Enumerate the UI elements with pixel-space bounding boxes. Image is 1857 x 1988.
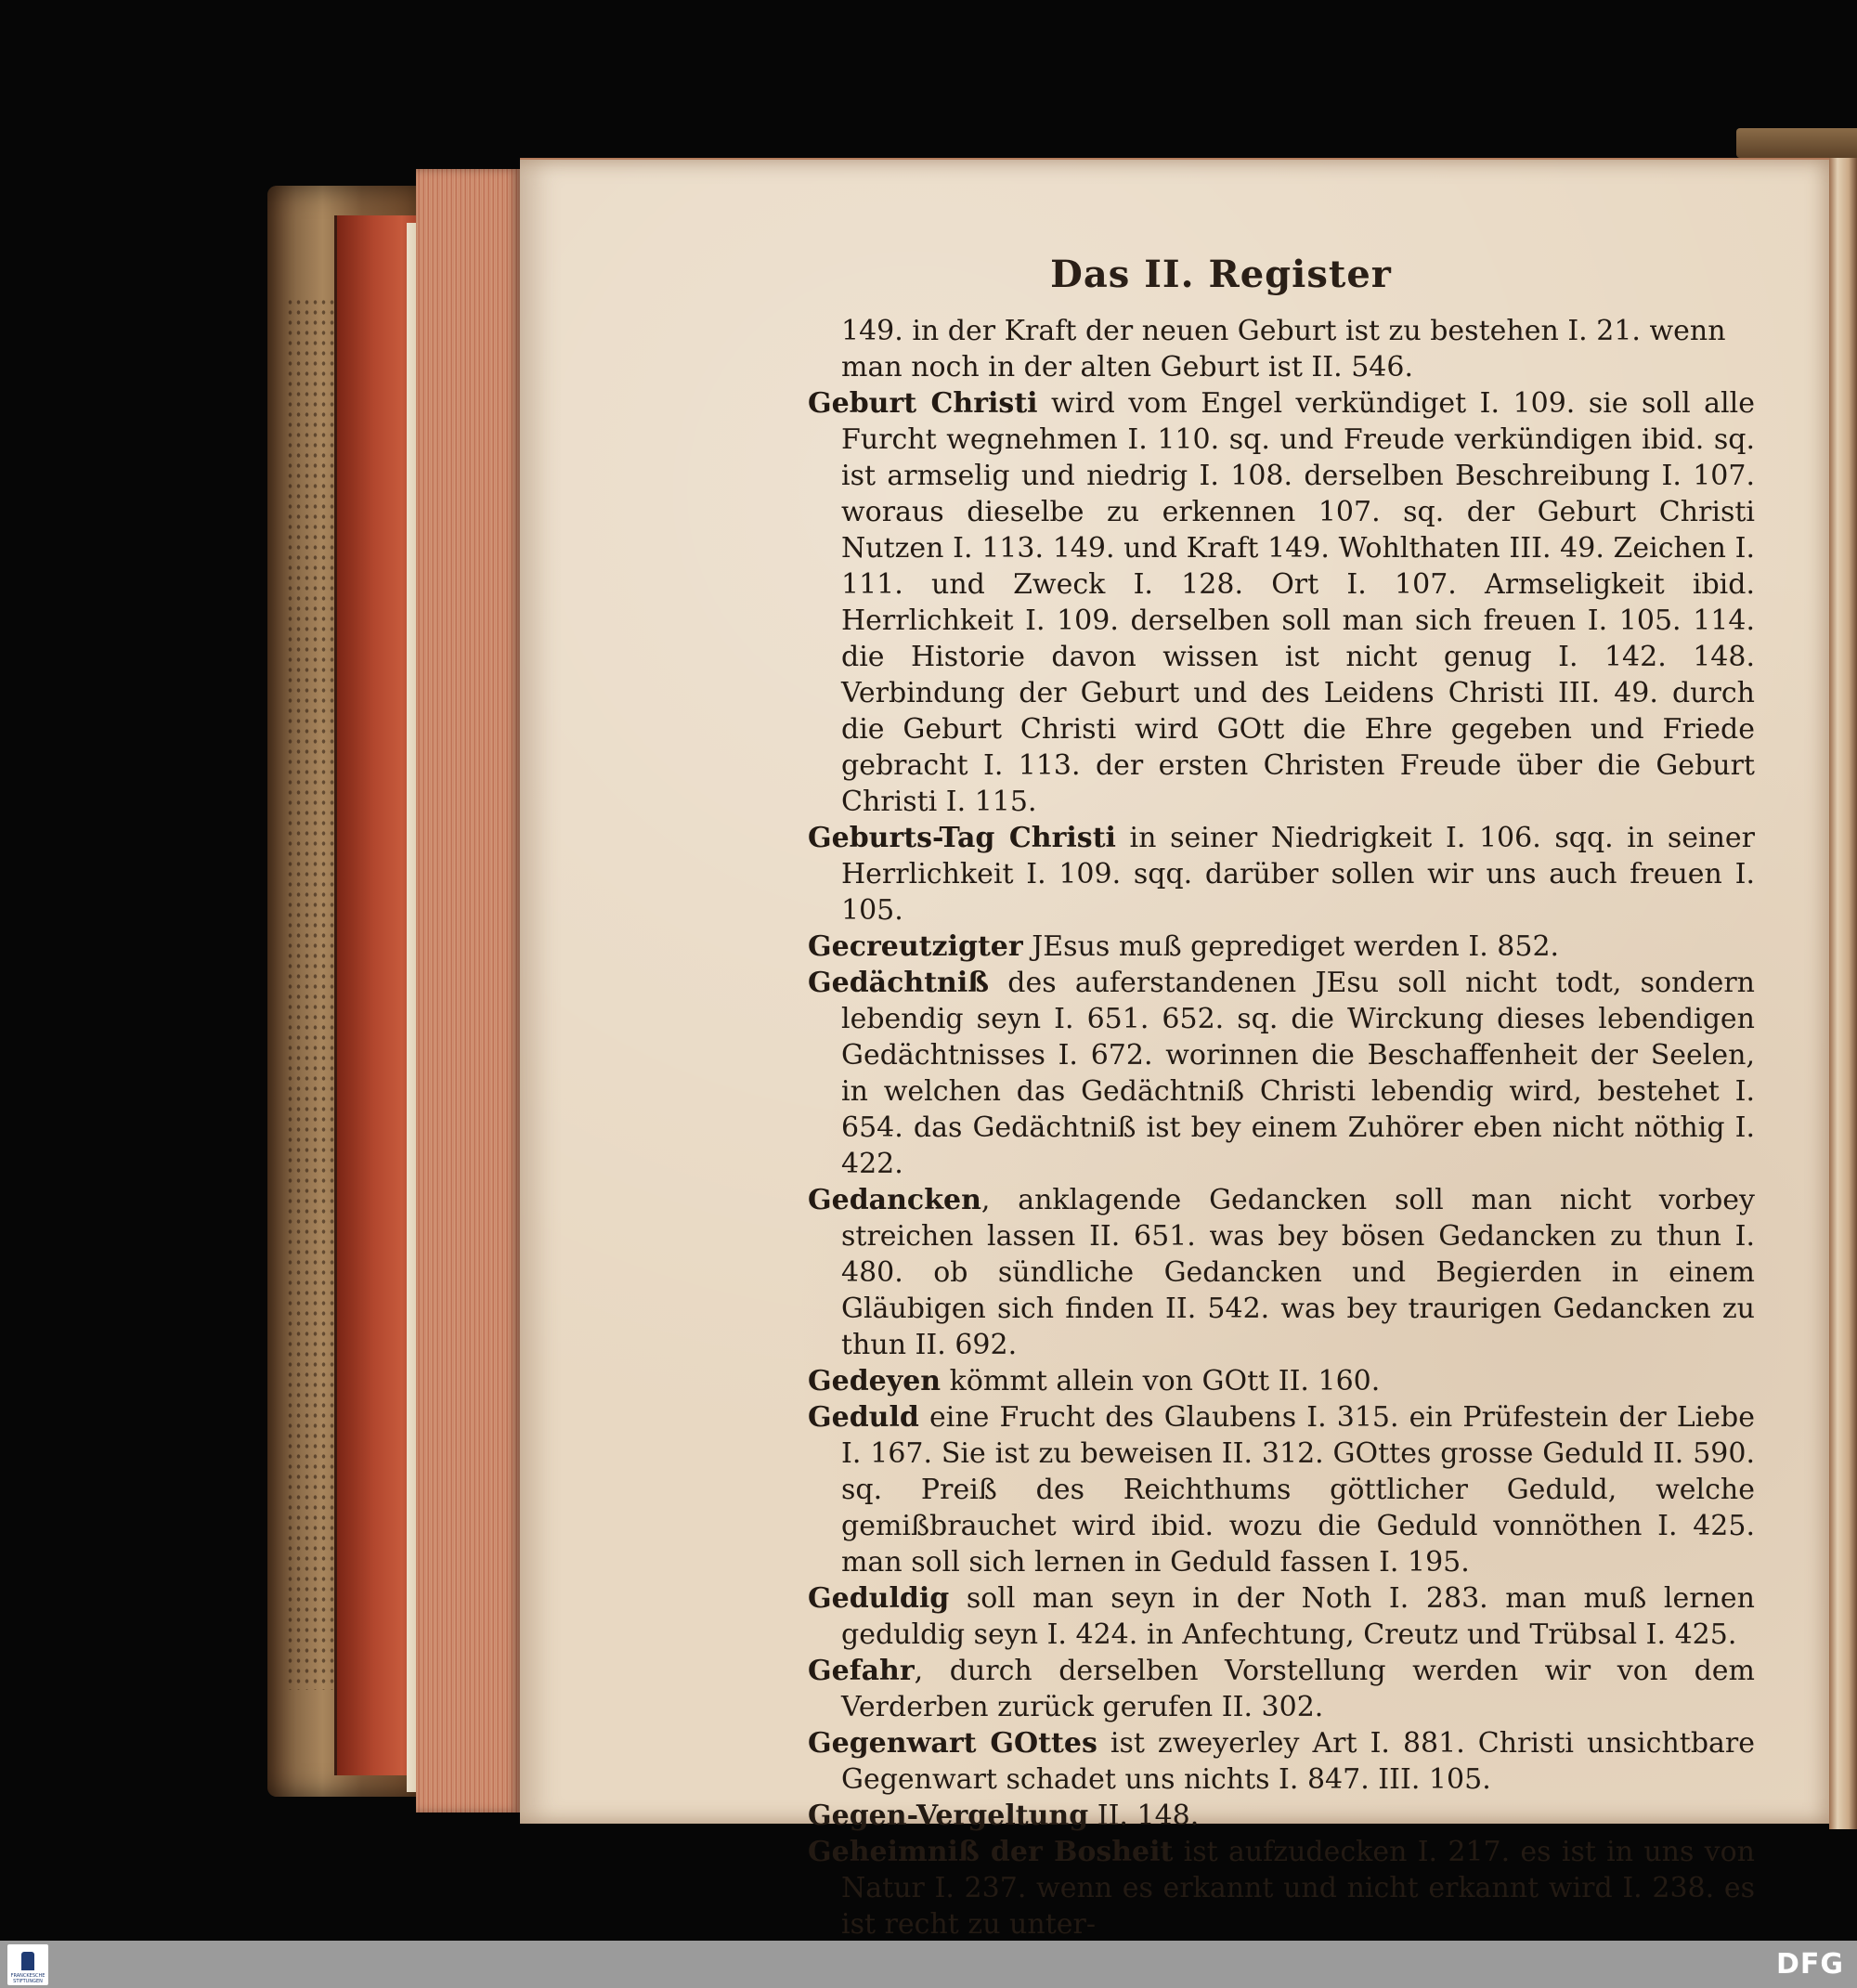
entry-head: Geheimniß der Bosheit [808,1836,1174,1868]
running-head: Das II. Register [1050,253,1392,296]
entry-head: Gecreutzigter [808,930,1023,963]
dfg-logo[interactable]: DFG [1775,1948,1844,1981]
entry-head: Geduldig [808,1582,950,1615]
entry-head: Geburt Christi [808,387,1038,420]
page-stack-edge [416,169,520,1813]
entry-text: des auferstandenen JEsu soll nicht todt, sondern lebendig seyn I. 651. 652. sq. die Wirckung dieses lebendigen Gedächtnisses I. 672. worinnen die Beschaffenheit der Seelen, in welchen das Gedächtniß Christi lebendig wird, bestehet I. 654. das Gedächtniß ist bey einem Zuhörer eben nicht nöthig I. 422. [841,967,1755,1180]
register-entry [808,820,1755,929]
entry-text: , anklagende Gedancken soll man nicht vorbey streichen lassen II. 651. was bey bösen Gedancken zu thun I. 480. ob sündliche Gedancken und Begierden in einem Gläubigen sich finden II. 542. was bey traurigen Gedancken zu thun II. 692. [841,1184,1755,1361]
entry-text: wird vom Engel verkündiget I. 109. sie soll alle Furcht wegnehmen I. 110. sq. und Freude verkündigen ibid. sq. ist armselig und niedrig I. 108. derselben Beschreibung I. 107. woraus dieselbe zu erkennen 107. sq. der Geburt Christi Nutzen I. 113. 149. und Kraft 149. Wohlthaten III. 49. Zeichen I. 111. und Zweck I. 128. Ort I. 107. Armseligkeit ibid. Herrlichkeit I. 109. derselben soll man sich freuen I. 105. 114. die Historie davon wissen ist nicht genug I. 142. 148. Verbindung der Geburt und des Leidens Christi III. 49. durch die Geburt Christi wird GOtt die Ehre gegeben und Friede gebracht I. 113. der ersten Christen Freude über die Geburt Christi I. 115. [841,387,1755,818]
register-entry [808,1834,1755,1943]
register-entry [808,1653,1755,1725]
entry-text: II. 148. [1088,1800,1200,1832]
entry-head: Gefahr [808,1655,915,1687]
register-text [808,313,1755,1979]
entry-text: soll man seyn in der Noth I. 283. man muß lernen geduldig seyn I. 424. in Anfechtung, Creutz und Trübsal I. 425. [841,1582,1755,1651]
entry-text: , durch derselben Vorstellung werden wir von dem Verderben zurück gerufen II. 302. [841,1655,1755,1723]
entry-text: kömmt allein von GOtt II. 160. [941,1365,1381,1397]
register-entry [808,1725,1755,1798]
institution-logo[interactable] [7,1944,48,1985]
register-entry [808,1798,1755,1834]
entry-head: Gegen-Vergeltung [808,1800,1089,1832]
register-entry [808,1182,1755,1363]
register-entry [808,1399,1755,1580]
entry-head: Gedancken [808,1184,981,1216]
entry-head: Gedächtniß [808,967,990,999]
entry-text: ist aufzudecken I. 217. es ist in uns von Natur I. 237. wenn es erkannt und nicht erkannt wird I. 238. es ist recht zu unter- [841,1836,1755,1941]
register-entry [808,965,1755,1182]
register-entry [808,1363,1755,1399]
entry-text: JEsus muß geprediget werden I. 852. [1022,930,1560,963]
entry-head: Geburts-Tag Christi [808,822,1116,854]
book-clasp [1736,128,1857,158]
register-entry [808,385,1755,820]
continuation-text: 149. in der Kraft der neuen Geburt ist zu bestehen I. 21. wenn man noch in der alten Geburt ist II. 546. [841,315,1726,383]
register-entry [808,929,1755,965]
entry-head: Gedeyen [808,1365,941,1397]
entry-head: Geduld [808,1401,919,1434]
register-entry [808,1580,1755,1653]
entry-text: in seiner Niedrigkeit I. 106. sqq. in seiner Herrlichkeit I. 109. sqq. darüber sollen wir uns auch freuen I. 105. [841,822,1755,927]
entry-head: Gegenwart GOttes [808,1727,1097,1760]
entry-text: ist zweyerley Art I. 881. Christi unsichtbare Gegenwart schadet uns nichts I. 847. III. 105. [841,1727,1756,1796]
facing-page-edge [1829,158,1857,1829]
entry-text: eine Frucht des Glaubens I. 315. ein Prüfestein der Liebe I. 167. Sie ist zu beweisen II. 312. GOttes grosse Geduld II. 590. sq. Preiß des Reichthums göttlicher Geduld, welche gemißbrauchet wird ibid. wozu die Geduld vonnöthen I. 425. man soll sich lernen in Geduld fassen I. 195. [841,1401,1755,1579]
viewer-footer [0,1941,1857,1988]
logo-text: FRANCKESCHE STIFTUNGEN [10,1973,45,1984]
tower-icon [21,1952,34,1970]
